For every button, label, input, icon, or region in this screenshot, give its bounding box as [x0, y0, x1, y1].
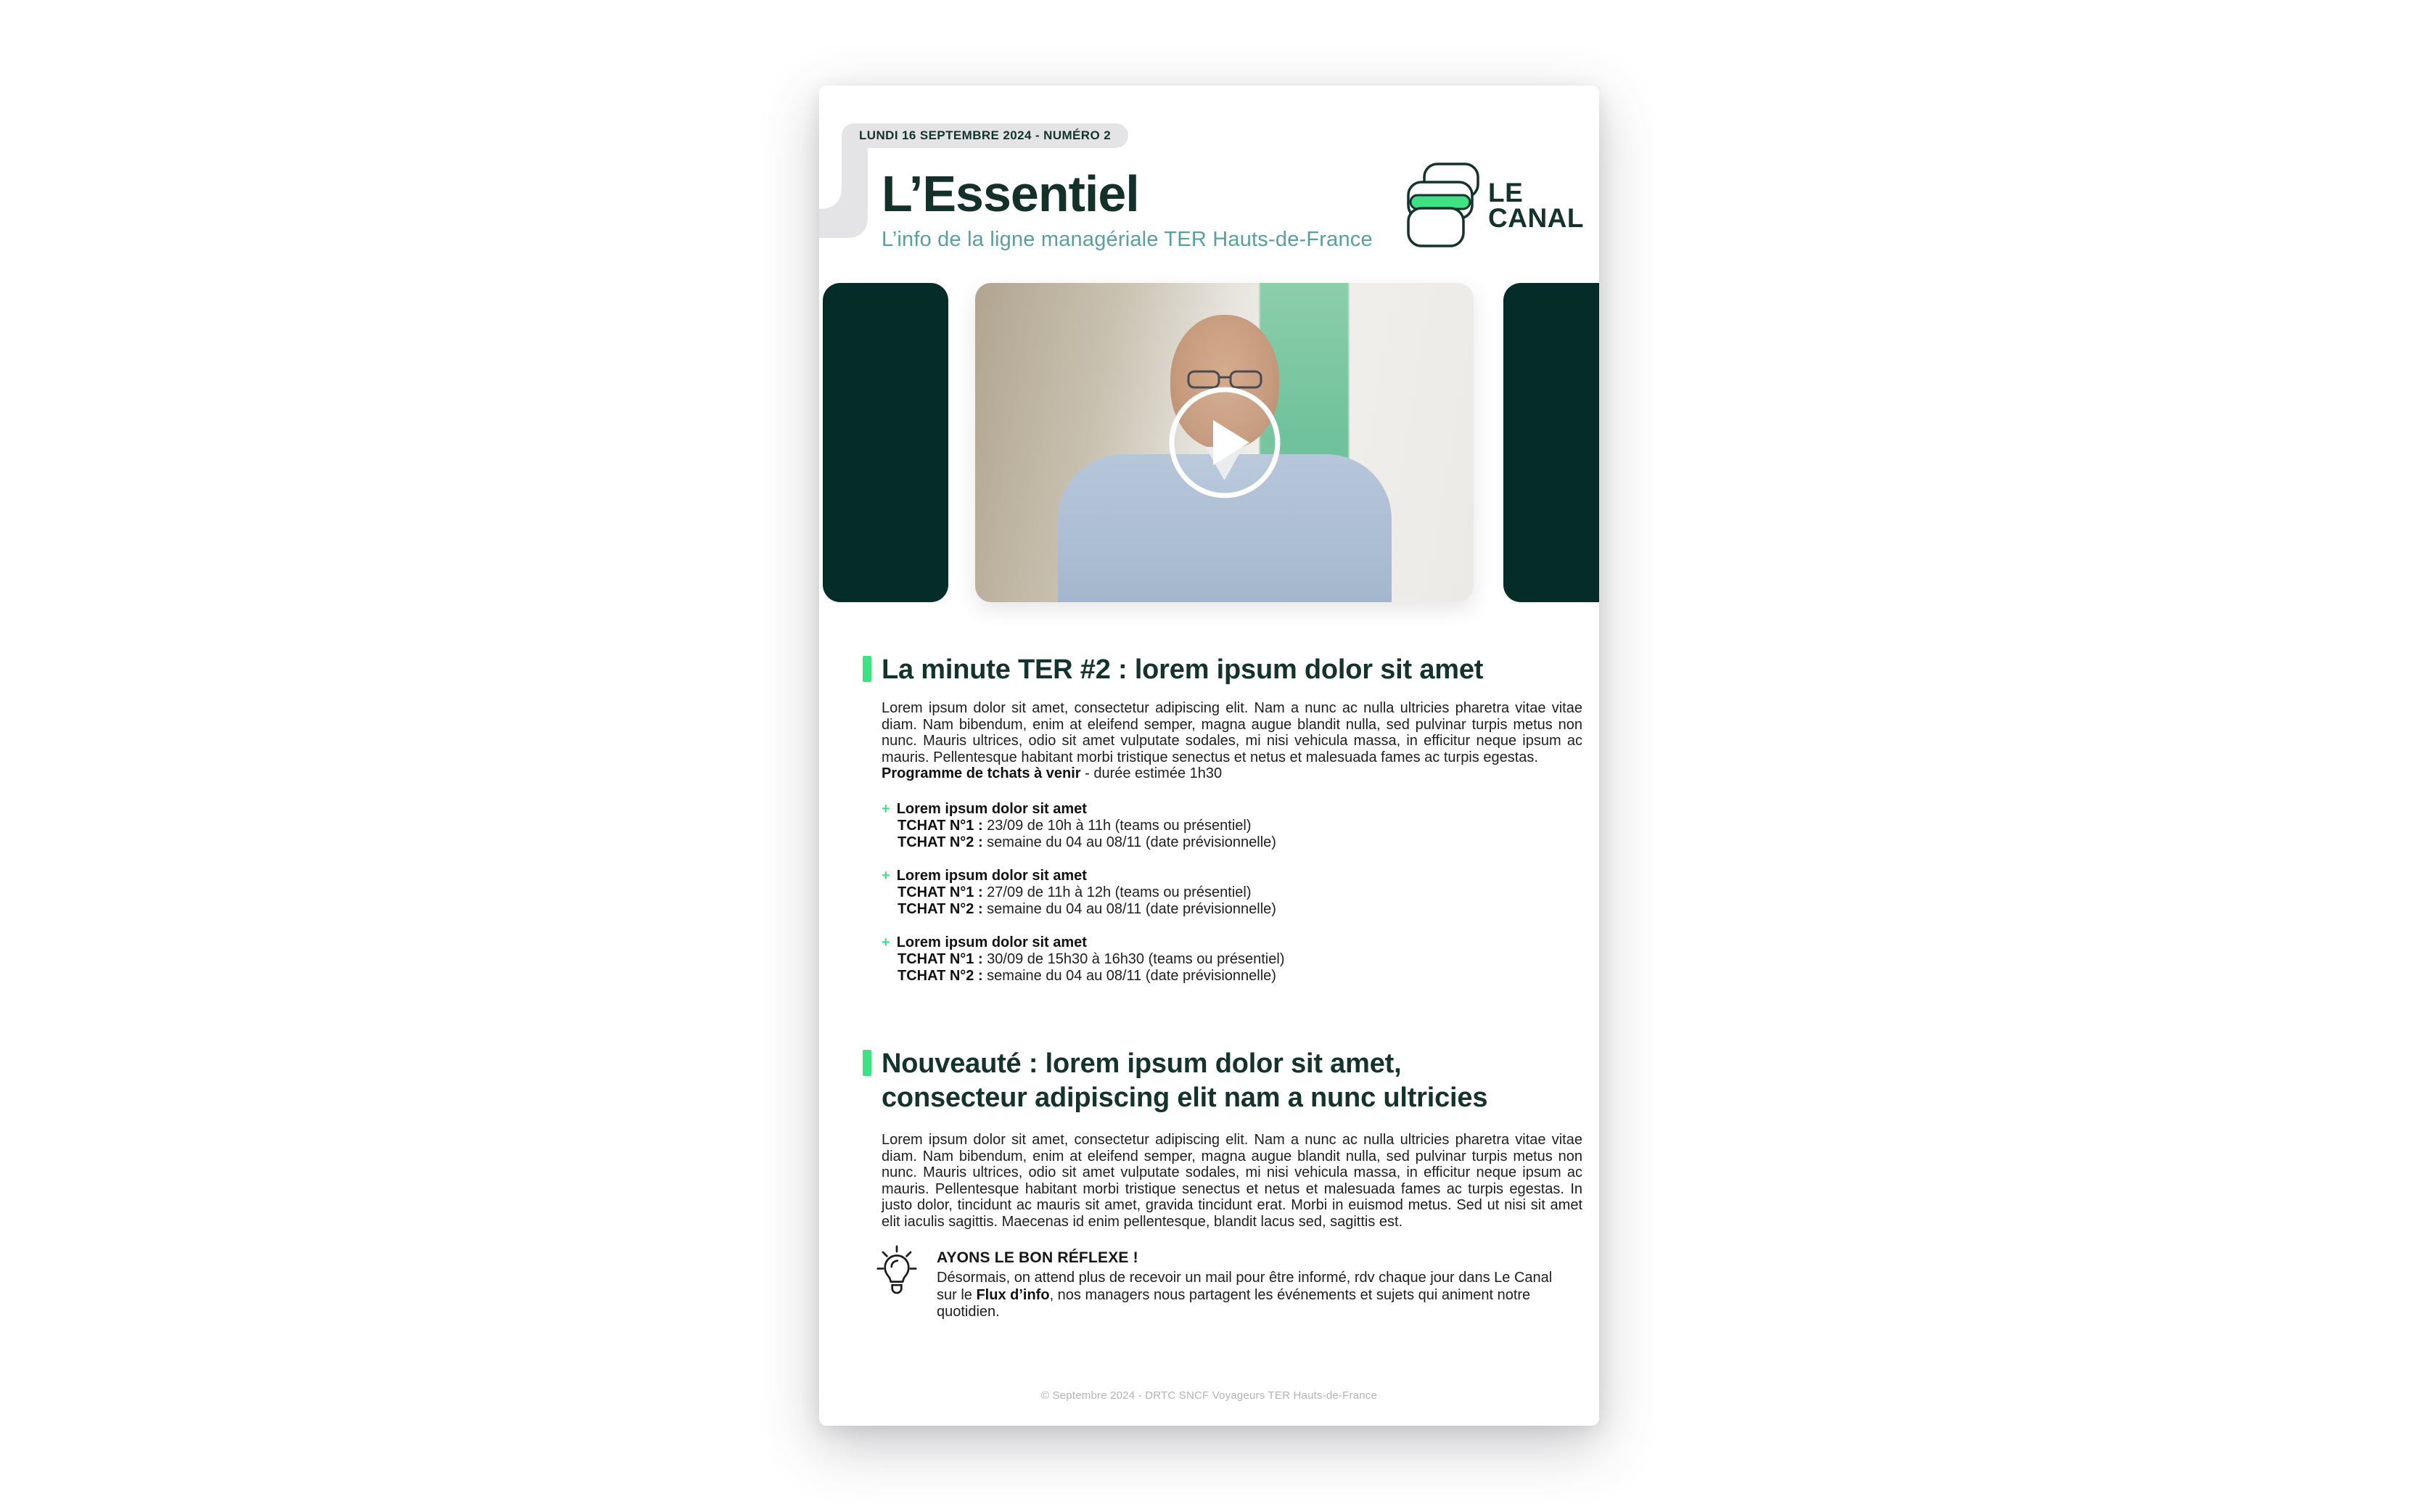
tchat2-label: TCHAT N°2 :: [898, 834, 983, 850]
tchat1-label: TCHAT N°1 :: [898, 818, 983, 834]
video-carousel: [819, 283, 1599, 602]
tchat1-label: TCHAT N°1 :: [898, 951, 983, 967]
section2-paragraph: Lorem ipsum dolor sit amet, consectetur adipiscing elit. Nam a nunc ac nulla ultricies pharetra vitae vitae diam. Nam bibendum, enim at eleifend semper, magna augue blandit nulla, sed pulvinar turpis metus non nunc. Mauris ultrices, odio sit amet vulputate sodales, mi nisi vehicula massa, in efficitur neque ipsum ac mauris. Pellentesque habitant morbi tristique senectus et netus et malesuada fames ac turpis egestas. In justo dolor, tincidunt ac mauris sit amet, gravida tincidunt erat. Morbi in euismod metus. Sed ut nisi sit amet elit iaculis sagittis. Maecenas id enim pellentesque, blandit lacus sed, sagittis est.: [882, 1132, 1582, 1230]
tchat1-line: [882, 884, 1582, 901]
callout-text: [937, 1245, 1575, 1321]
accent-bar-icon: [863, 1050, 871, 1076]
list-item: [882, 867, 1582, 917]
callout-body: [937, 1270, 1575, 1321]
callout-after: , nos managers nous partagent les événements et sujets qui animent notre quotidien.: [937, 1286, 1531, 1320]
section2-heading-row: [882, 1047, 1582, 1115]
tchat2-line: [882, 901, 1582, 918]
tchat1-line: [882, 951, 1582, 968]
list-item-title-text: Lorem ipsum dolor sit amet: [896, 934, 1087, 950]
list-item-title-text: Lorem ipsum dolor sit amet: [896, 868, 1087, 884]
play-button[interactable]: [1167, 385, 1283, 501]
list-item-title-text: Lorem ipsum dolor sit amet: [896, 801, 1087, 817]
reflexe-callout: [876, 1245, 1587, 1321]
section2-heading-line2: consecteur adipiscing elit nam a nunc ultricies: [882, 1082, 1488, 1113]
list-item-title: [882, 867, 1582, 884]
section1-heading-row: [882, 653, 1582, 687]
plus-icon: +: [882, 868, 890, 884]
newsletter-page: [819, 86, 1599, 1426]
le-canal-logo-text: LE CANAL: [1488, 178, 1584, 233]
issue-date-badge: LUNDI 16 SEPTEMBRE 2024 - NUMÉRO 2: [842, 123, 1128, 148]
video-thumbnail[interactable]: [975, 283, 1474, 602]
section1-body: [882, 700, 1582, 782]
list-item: [882, 800, 1582, 850]
tchat2-text: semaine du 04 au 08/11 (date prévisionnelle): [982, 967, 1276, 984]
carousel-card-previous[interactable]: [823, 283, 948, 602]
tchat1-line: [882, 818, 1582, 834]
list-item-title: [882, 934, 1582, 951]
section1-paragraph: Lorem ipsum dolor sit amet, consectetur adipiscing elit. Nam a nunc ac nulla ultricies pharetra vitae vitae diam. Nam bibendum, enim at eleifend semper, magna augue blandit nulla, sed pulvinar turpis metus non nunc. Mauris ultrices, odio sit amet vulputate sodales, mi nisi vehicula massa, in efficitur neque ipsum ac mauris. Pellentesque habitant morbi tristique senectus et netus et malesuada fames ac turpis egestas.: [882, 700, 1582, 765]
page-subtitle: L’info de la ligne managériale TER Hauts-de-France: [882, 228, 1373, 251]
tchat1-text: 23/09 de 10h à 11h (teams ou présentiel): [982, 818, 1252, 834]
section2-heading: [882, 1047, 1487, 1115]
tchat1-text: 27/09 de 11h à 12h (teams ou présentiel): [982, 884, 1252, 900]
accent-bar-icon: [863, 656, 871, 682]
le-canal-logo: [1407, 163, 1584, 248]
callout-heading: AYONS LE BON RÉFLEXE !: [937, 1249, 1138, 1266]
section1-heading: La minute TER #2 : lorem ipsum dolor sit amet: [882, 654, 1484, 685]
footer-copyright: © Septembre 2024 - DRTC SNCF Voyageurs TER Hauts-de-France: [1040, 1389, 1378, 1402]
plus-icon: +: [882, 934, 890, 950]
tchat2-line: [882, 834, 1582, 851]
program-line: [882, 765, 1582, 782]
program-suffix: - durée estimée 1h30: [1080, 765, 1223, 781]
program-label: Programme de tchats à venir: [882, 765, 1081, 781]
tchat-list: [882, 800, 1582, 1001]
tchat2-label: TCHAT N°2 :: [898, 967, 983, 984]
le-canal-logo-icon: [1407, 163, 1479, 248]
list-item: [882, 934, 1582, 984]
callout-bold: Flux d’info: [976, 1286, 1050, 1303]
list-item-title: [882, 800, 1582, 818]
carousel-card-next[interactable]: [1503, 283, 1599, 602]
tchat2-text: semaine du 04 au 08/11 (date prévisionnelle): [982, 900, 1276, 917]
tchat2-line: [882, 968, 1582, 985]
tchat1-label: TCHAT N°1 :: [898, 884, 983, 900]
tchat2-label: TCHAT N°2 :: [898, 900, 983, 917]
tchat1-text: 30/09 de 15h30 à 16h30 (teams ou présentiel): [982, 951, 1285, 967]
lightbulb-icon: [876, 1245, 918, 1300]
page-title: L’Essentiel: [882, 165, 1139, 222]
plus-icon: +: [882, 801, 890, 817]
play-icon: [1167, 385, 1283, 501]
callout-before: Désormais, on attend plus de recevoir un mail pour être informé, rdv chaque jour dans Le Canal sur le: [937, 1270, 1553, 1303]
section2-heading-line1: Nouveauté : lorem ipsum dolor sit amet,: [882, 1048, 1402, 1079]
tchat2-text: semaine du 04 au 08/11 (date prévisionnelle): [982, 834, 1276, 850]
